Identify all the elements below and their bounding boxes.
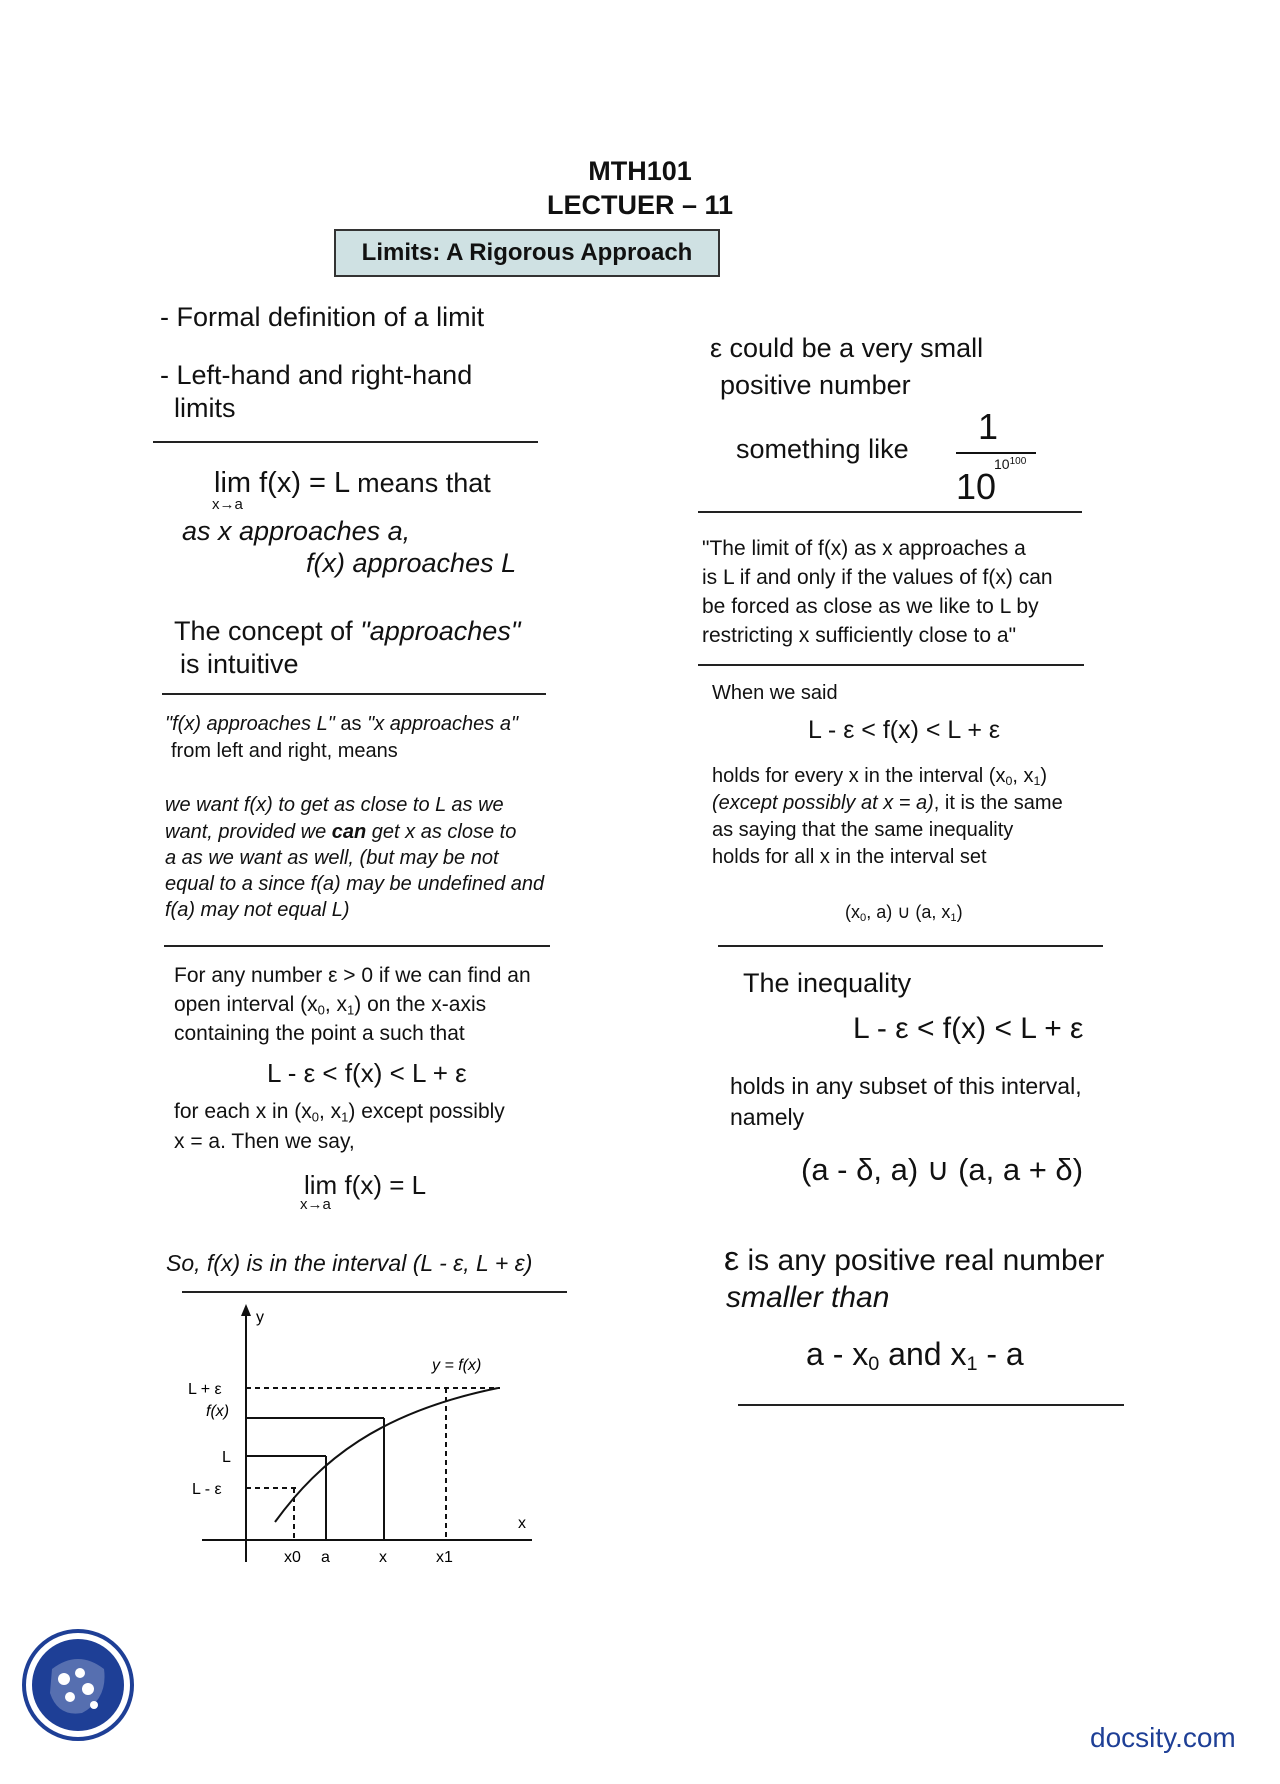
divider [738, 1404, 1124, 1406]
sub-1: 1 [341, 1109, 349, 1125]
something-like: something like [736, 434, 909, 464]
holds-line-4: holds for all x in the interval set [712, 846, 987, 868]
divider [164, 945, 550, 947]
when-we-said: When we said [712, 682, 838, 704]
quote-line-1: "The limit of f(x) as x approaches a [702, 537, 1026, 560]
delta-set: (a - δ, a) ∪ (a, a + δ) [801, 1152, 1084, 1187]
fraction-numerator: 1 [978, 406, 999, 447]
fraction-exponent [994, 456, 1026, 472]
bounds [806, 1336, 1024, 1376]
fraction-denominator: 10 [956, 466, 997, 507]
def-text: ) except possibly [348, 1100, 505, 1123]
divider [153, 441, 538, 443]
def-line-5: x = a. Then we say, [174, 1130, 355, 1153]
tick-l-plus-eps: L + ε [188, 1381, 222, 1398]
bullet-left-right-limits-cont: limits [174, 393, 236, 423]
approaches-line-1: as x approaches a, [182, 516, 411, 546]
sub-1: 1 [1033, 774, 1041, 789]
want-line-2 [165, 819, 516, 846]
y-axis-arrow [241, 1304, 251, 1316]
smaller-than: smaller than [726, 1281, 890, 1314]
divider [698, 511, 1082, 513]
want-text: a as we want as well, ( [165, 847, 367, 869]
sub-0: 0 [311, 1109, 319, 1125]
quote-line-4: restricting x sufficiently close to a" [702, 624, 1017, 647]
tick-a: a [321, 1549, 330, 1566]
want-line-3 [165, 845, 499, 872]
def-text: ) on the x-axis [354, 993, 487, 1016]
set-text: (x [845, 902, 860, 922]
limit-graph [180, 1300, 550, 1570]
eps-line-2: positive number [720, 370, 911, 400]
eps-line-1: ε could be a very small [710, 333, 984, 363]
holds-text: ) [1040, 765, 1048, 787]
sub-0: 0 [868, 1352, 880, 1375]
def-line-2 [174, 991, 486, 1023]
lim-label: lim [214, 467, 252, 499]
lr-line-2: from left and right, means [171, 740, 398, 762]
def-text: , x [318, 1100, 342, 1123]
divider [698, 664, 1084, 666]
def-line-1: For any number ε > 0 if we can find an [174, 964, 531, 987]
concept-approaches: "approaches" [360, 616, 521, 646]
sub-0: 0 [860, 911, 867, 924]
lim-expression: f(x) = L [344, 1170, 427, 1200]
holds-text: holds for every x in the interval (x [712, 765, 1006, 787]
want-line-5: f(a) may not equal L) [165, 899, 350, 921]
bound-text: a - x [806, 1336, 869, 1372]
tick-x0: x0 [284, 1549, 301, 1566]
so-line: So, f(x) is in the interval (L - ε, L + ε) [166, 1250, 533, 1276]
sub-1: 1 [950, 911, 957, 924]
divider [162, 693, 546, 695]
lr-quote-x: "x approaches a" [367, 713, 519, 735]
bullet-left-right-limits: - Left-hand and right-hand [160, 360, 473, 390]
inequality-2: L - ε < f(x) < L + ε [853, 1012, 1084, 1045]
lr-as: as [334, 713, 368, 735]
want-can: can [331, 821, 367, 843]
def-line-4 [174, 1098, 505, 1130]
def-text: , x [324, 993, 347, 1016]
bound-text: - a [977, 1336, 1024, 1372]
fraction-bar [956, 452, 1036, 454]
concept-line-1 [174, 614, 520, 648]
sub-1: 1 [347, 1002, 355, 1018]
holds-line-2 [712, 790, 1063, 817]
curve-label: y = f(x) [432, 1357, 482, 1374]
epsilon-symbol: ε [724, 1240, 740, 1278]
want-but: but may be not [366, 847, 499, 869]
eps-any-line [724, 1240, 1104, 1279]
holds-text: , x [1012, 765, 1034, 787]
exp-power: 100 [1009, 456, 1027, 467]
concept-text: The concept of [174, 616, 361, 646]
approaches-line-2: f(x) approaches L [306, 548, 517, 578]
sub-1: 1 [966, 1352, 978, 1375]
def-inequality: L - ε < f(x) < L + ε [267, 1058, 467, 1088]
def-text: open interval (x [174, 993, 318, 1016]
lim-label: lim [304, 1170, 338, 1200]
want-text: want, provided we [165, 821, 332, 843]
want-line-4: equal to a since f(a) may be undefined and [165, 873, 545, 895]
tick-x1: x1 [436, 1549, 453, 1566]
brand-name[interactable]: docsity.com [1090, 1722, 1236, 1753]
tick-fx: f(x) [206, 1403, 230, 1420]
divider [182, 1291, 567, 1293]
bullet-formal-definition: - Formal definition of a limit [160, 302, 485, 332]
def-line-3: containing the point a such that [174, 1022, 465, 1045]
holds-line-3: as saying that the same inequality [712, 819, 1014, 841]
lim-subscript: x→a [300, 1196, 331, 1213]
set-text: ) [956, 902, 963, 922]
course-code: MTH101 [588, 156, 692, 186]
concept-line-2: is intuitive [180, 649, 299, 679]
lim-subscript: x→a [212, 496, 243, 513]
eps-any-text: is any positive real number [739, 1244, 1105, 1277]
subset-line-2: namely [730, 1104, 805, 1130]
holds-except: (except possibly at x = a) [712, 792, 934, 814]
divider [718, 945, 1103, 947]
topic-title-box [334, 229, 720, 277]
tick-l: L [222, 1449, 231, 1466]
topic-title: Limits: A Rigorous Approach [361, 239, 693, 266]
lr-line-1 [165, 711, 518, 738]
tick-x: x [379, 1549, 387, 1566]
quote-line-2: is L if and only if the values of f(x) can [702, 566, 1053, 589]
def-text: for each x in (x [174, 1100, 312, 1123]
lr-quote-fx: "f(x) approaches L" [165, 713, 335, 735]
inequality-1: L - ε < f(x) < L + ε [808, 716, 1001, 744]
interval-set [845, 902, 963, 924]
sub-0: 0 [1005, 774, 1013, 789]
sub-0: 0 [317, 1002, 325, 1018]
want-text-2: get x as close to [366, 821, 517, 843]
y-axis-label: y [256, 1309, 264, 1326]
means-that: means that [357, 468, 491, 498]
holds-text: , it is the same [933, 792, 1063, 814]
bound-text: and x [879, 1336, 967, 1372]
limit-notation [214, 466, 491, 500]
docsity-logo [22, 1629, 134, 1741]
x-axis-label: x [518, 1515, 526, 1532]
lecture-number: LECTUER – 11 [546, 190, 734, 220]
lim-expression: f(x) = L [259, 467, 350, 499]
want-line-1: we want f(x) to get as close to L as we [165, 794, 504, 816]
set-text: , a) ∪ (a, x [866, 902, 951, 922]
tick-l-minus-eps: L - ε [192, 1481, 222, 1498]
subset-line-1: holds in any subset of this interval, [730, 1073, 1082, 1099]
ineq-heading: The inequality [743, 968, 912, 998]
quote-line-3: be forced as close as we like to L by [702, 595, 1039, 618]
exp-base: 10 [994, 456, 1010, 472]
